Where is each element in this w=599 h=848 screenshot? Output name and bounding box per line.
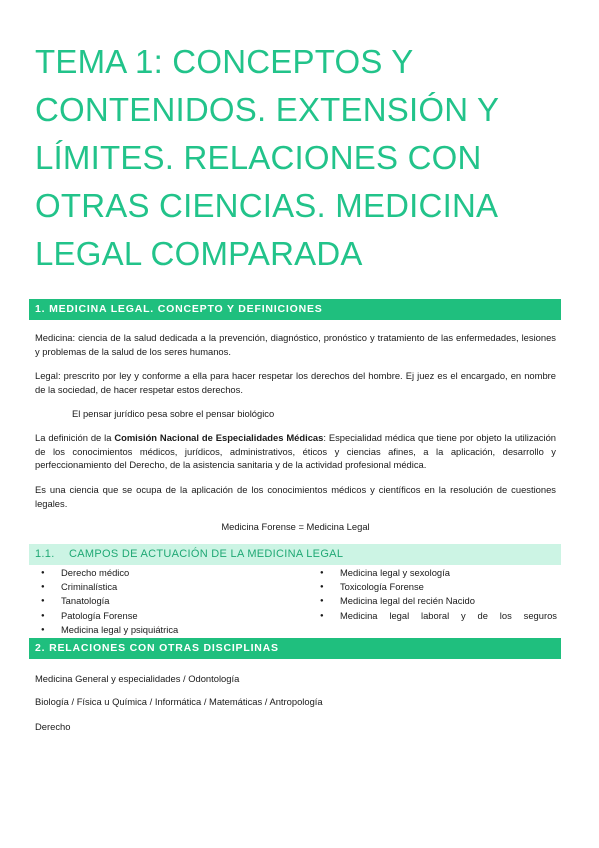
campos-list-left xyxy=(35,566,285,637)
campos-list-right xyxy=(314,566,557,623)
paragraph-pensar: El pensar jurídico pesa sobre el pensar biológico xyxy=(72,408,275,419)
list-item: ● Criminalística xyxy=(35,580,285,594)
section-1-1-number: 1.1. xyxy=(35,548,55,560)
list-item: ● Derecho médico xyxy=(35,566,285,580)
section-2-heading: 2. RELACIONES CON OTRAS DISCIPLINAS xyxy=(29,638,561,659)
list-item: ● Medicina legal del recién Nacido xyxy=(314,594,557,608)
list-item: ● Medicina legal y psiquiátrica xyxy=(35,623,285,637)
relaciones-line: Biología / Física u Química / Informática / Matemáticas / Antropología xyxy=(35,696,323,707)
section-1-heading: 1. MEDICINA LEGAL. CONCEPTO Y DEFINICIONES xyxy=(29,299,561,320)
section-1-1-title: CAMPOS DE ACTUACIÓN DE LA MEDICINA LEGAL xyxy=(69,548,344,560)
paragraph-equivalencia: Medicina Forense = Medicina Legal xyxy=(221,521,370,532)
paragraph-medicina: Medicina: ciencia de la salud dedicada a la prevención, diagnóstico, pronóstico y tratamiento de las enfermedades, lesiones y problemas de la salud de los seres humanos. xyxy=(35,332,556,357)
list-item: ● Medicina legal y sexología xyxy=(314,566,557,580)
page-title: TEMA 1: CONCEPTOS Y CONTENIDOS. EXTENSIÓN Y LÍMITES. RELACIONES CON OTRAS CIENCIAS. MEDICINA LEGAL COMPARADA xyxy=(35,43,499,272)
list-item: ● Toxicología Forense xyxy=(314,580,557,594)
relaciones-line: Medicina General y especialidades / Odontología xyxy=(35,673,240,684)
definicion-intro: La definición de la xyxy=(35,432,115,443)
relaciones-line: Derecho xyxy=(35,721,71,732)
paragraph-ciencia: Es una ciencia que se ocupa de la aplicación de los conocimientos médicos y científicos en la resolución de cuestiones legales. xyxy=(35,484,556,509)
paragraph-definicion xyxy=(35,431,556,472)
list-item: ● Tanatología xyxy=(35,594,285,608)
definicion-rest: : Especialidad médica que tiene por objeto la utilización de los conocimientos médicos, jurídicos, administrativos, éticos y ciencias afines, a la aplicación, desarrollo y perfeccionamiento del Derecho, de la asistencia sanitaria y de la actividad profesional médica. xyxy=(35,432,556,470)
list-item: ● Patología Forense xyxy=(35,609,285,623)
list-item: ● Medicina legal laboral y de los seguros xyxy=(314,609,557,623)
paragraph-legal: Legal: prescrito por ley y conforme a ella para hacer respetar los derechos del hombre. Ej juez es el encargado, en nombre de la sociedad, de hacer respetar estos derechos. xyxy=(35,370,556,395)
section-1-1-heading xyxy=(29,544,561,565)
definicion-bold: Comisión Nacional de Especialidades Médicas xyxy=(114,432,324,443)
